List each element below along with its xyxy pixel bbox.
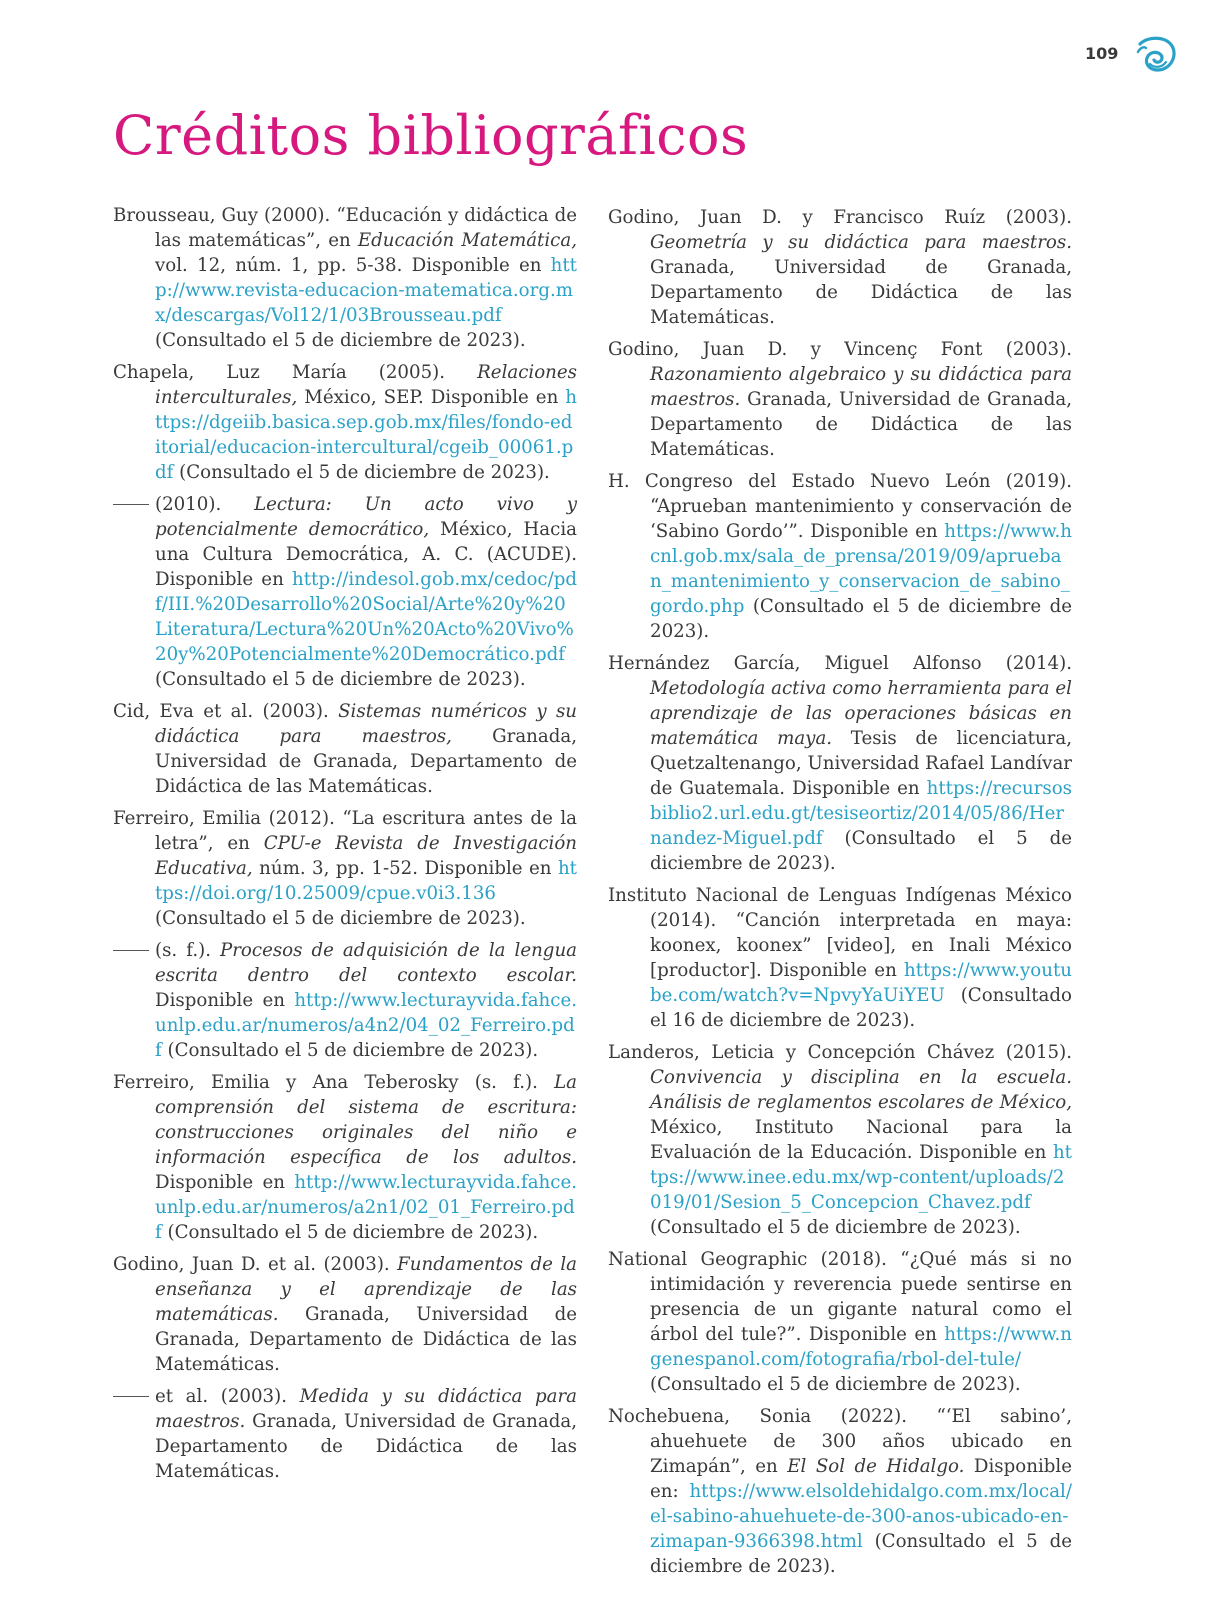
reference-link[interactable]: http://indesol.gob.mx/cedoc/pdf/III.%20Desarrollo%20Social/Arte%20y%20Literatura/Lectura%20Un%20Acto%20Vivo%20y%20Potencialmente%20Democrático.pdf — [155, 569, 577, 665]
reference-details: México, Hacia una Cultura Democrática, A. C. (ACUDE). Disponible en — [155, 519, 577, 590]
reference-title: Educación Matemática, — [357, 230, 577, 251]
reference-details: Granada, Universidad de Granada, Departamento de Didáctica de las Matemáticas. — [650, 389, 1072, 460]
reference-entry — [608, 1040, 1072, 1240]
reference-entry — [608, 337, 1072, 462]
reference-details: Disponible en: — [650, 1456, 1072, 1502]
reference-link[interactable]: http://www.lecturayvida.fahce.unlp.edu.ar/numeros/a2n1/02_01_Ferreiro.pdf — [155, 1172, 577, 1243]
reference-entry — [608, 1404, 1072, 1579]
reference-link[interactable]: http://www.lecturayvida.fahce.unlp.edu.ar/numeros/a4n2/04_02_Ferreiro.pdf — [155, 990, 577, 1061]
reference-body: “‘El sabino’, ahuehuete de 300 años ubicado en Zimapán”, en — [650, 1406, 1072, 1477]
reference-consulted: (Consultado el 5 de diciembre de 2023). — [155, 908, 526, 929]
reference-consulted: (Consultado el 5 de diciembre de 2023). — [650, 1217, 1021, 1238]
reference-details: núm. 3, pp. 1-52. Disponible en — [252, 858, 558, 879]
reference-entry — [113, 360, 577, 485]
reference-title: Lectura: Un acto vivo y potencialmente democrático, — [155, 494, 577, 540]
reference-consulted: (Consultado el 5 de diciembre de 2023). — [161, 1222, 539, 1243]
reference-consulted: (Consultado el 5 de diciembre de 2023). — [650, 1531, 1072, 1577]
reference-title: Medida y su didáctica para maestros. — [155, 1386, 577, 1432]
reference-entry — [608, 469, 1072, 644]
reference-consulted: (Consultado el 5 de diciembre de 2023). — [161, 1040, 539, 1061]
reference-consulted: (Consultado el 5 de diciembre de 2023). — [155, 330, 526, 351]
reference-body: “¿Qué más si no intimidación y reverencia puede sentirse en presencia de un gigante natural como el árbol del tule?”. Disponible en — [650, 1249, 1072, 1345]
reference-author: Instituto Nacional de Lenguas Indígenas México (2014). — [608, 885, 1072, 931]
reference-details: Granada, Universidad de Granada, Departamento de Didáctica de las Matemáticas. — [155, 1304, 577, 1375]
reference-link[interactable]: http://www.revista-educacion-matematica.org.mx/descargas/Vol12/1/03Brousseau.pdf — [155, 255, 577, 326]
reference-link[interactable]: https://www.hcnl.gob.mx/sala_de_prensa/2019/09/aprueban_mantenimiento_y_conservacion_de_sabino_gordo.php — [650, 521, 1072, 617]
repeat-author-dash — [113, 504, 149, 505]
reference-consulted: (Consultado el 5 de diciembre de 2023). — [173, 462, 550, 483]
reference-link[interactable]: https://www.youtube.com/watch?v=NpvyYaUiYEU — [650, 960, 1072, 1006]
reference-entry — [113, 1070, 577, 1245]
reference-title: Fundamentos de la enseñanza y el aprendizaje de las matemáticas. — [155, 1254, 577, 1325]
reference-entry — [608, 205, 1072, 330]
reference-consulted: (Consultado el 5 de diciembre de 2023). — [650, 828, 1072, 874]
reference-details: Disponible en — [155, 1172, 295, 1193]
reference-author: Chapela, Luz María (2005). — [113, 362, 478, 383]
spiral-wave-icon — [1136, 34, 1178, 76]
reference-author: Godino, Juan D. y Vincenç Font (2003). — [608, 339, 1072, 360]
reference-author: Ferreiro, Emilia (2012). — [113, 808, 343, 829]
reference-body: “La escritura antes de la letra”, en — [155, 808, 577, 854]
reference-body: “Canción interpretada en maya: koonex, koonex” [video], en Inali México [productor]. Disponible en — [650, 910, 1072, 981]
reference-consulted: (Consultado el 5 de diciembre de 2023). — [650, 1374, 1021, 1395]
reference-author: Godino, Juan D. y Francisco Ruíz (2003). — [608, 207, 1072, 228]
repeat-author-dash — [113, 1396, 149, 1397]
reference-link[interactable]: https://recursosbiblio2.url.edu.gt/tesiseortiz/2014/05/86/Hernandez-Miguel.pdf — [650, 778, 1072, 849]
reference-link[interactable]: https://www.elsoldehidalgo.com.mx/local/el-sabino-ahuehuete-de-300-anos-ubicado-en-zimapan-9366398.html — [650, 1481, 1072, 1552]
reference-author: Landeros, Leticia y Concepción Chávez (2015). — [608, 1042, 1072, 1063]
page-title: Créditos bibliográficos — [113, 104, 749, 167]
reference-entry — [113, 806, 577, 931]
reference-author: Nochebuena, Sonia (2022). — [608, 1406, 937, 1427]
reference-entry — [113, 1384, 577, 1484]
reference-author: Ferreiro, Emilia y Ana Teberosky (s. f.). — [113, 1072, 555, 1093]
reference-consulted: (Consultado el 16 de diciembre de 2023). — [650, 985, 1072, 1031]
reference-details: México, SEP. Disponible en — [297, 387, 566, 408]
reference-title: La comprensión del sistema de escritura: construcciones originales del niño e información específica de los adultos. — [155, 1072, 577, 1168]
reference-author: (s. f.). — [155, 940, 220, 961]
repeat-author-dash — [113, 950, 149, 951]
reference-details: Tesis de licenciatura, Quetzaltenango, Universidad Rafael Landívar de Guatemala. Disponible en — [650, 728, 1072, 799]
reference-title: Razonamiento algebraico y su didáctica para maestros. — [650, 364, 1072, 410]
reference-title: Sistemas numéricos y su didáctica para maestros, — [155, 701, 577, 747]
reference-author: Hernández García, Miguel Alfonso (2014). — [608, 653, 1072, 674]
reference-consulted: (Consultado el 5 de diciembre de 2023). — [155, 669, 526, 690]
reference-author: Brousseau, Guy (2000). — [113, 205, 337, 226]
reference-title: Procesos de adquisición de la lengua escrita dentro del contexto escolar. — [155, 940, 577, 986]
reference-title: Metodología activa como herramienta para el aprendizaje de las operaciones básicas en matemática maya. — [650, 678, 1072, 749]
reference-title: Relaciones interculturales, — [155, 362, 577, 408]
reference-entry — [608, 651, 1072, 876]
right-column — [608, 205, 1072, 1586]
reference-details: vol. 12, núm. 1, pp. 5-38. Disponible en — [155, 255, 551, 276]
reference-title: Geometría y su didáctica para maestros. — [650, 232, 1072, 253]
reference-author: et al. (2003). — [155, 1386, 300, 1407]
reference-link[interactable]: https://www.ngenespanol.com/fotografia/rbol-del-tule/ — [650, 1324, 1072, 1370]
reference-entry — [113, 938, 577, 1063]
reference-title: CPU-e Revista de Investigación Educativa, — [155, 833, 578, 879]
reference-author: (2010). — [155, 494, 255, 515]
reference-author: National Geographic (2018). — [608, 1249, 901, 1270]
reference-entry — [113, 492, 577, 692]
reference-link[interactable]: https://doi.org/10.25009/cpue.v0i3.136 — [155, 858, 577, 904]
reference-title: Convivencia y disciplina en la escuela. Análisis de reglamentos escolares de México, — [650, 1067, 1072, 1113]
reference-link[interactable]: https://www.inee.edu.mx/wp-content/uploads/2019/01/Sesion_5_Concepcion_Chavez.pdf — [650, 1142, 1072, 1213]
reference-details: Granada, Universidad de Granada, Departamento de Didáctica de las Matemáticas. — [155, 1411, 577, 1482]
page-number: 109 — [1085, 44, 1119, 63]
reference-entry — [608, 1247, 1072, 1397]
left-column — [113, 203, 577, 1491]
reference-entry — [113, 699, 577, 799]
reference-entry — [113, 1252, 577, 1377]
reference-consulted: (Consultado el 5 de diciembre de 2023). — [650, 596, 1072, 642]
reference-entry — [113, 203, 577, 353]
reference-link[interactable]: https://dgeiib.basica.sep.gob.mx/files/fondo-editorial/educacion-intercultural/cgeib_00061.pdf — [155, 387, 577, 483]
reference-author: Cid, Eva et al. (2003). — [113, 701, 339, 722]
reference-author: H. Congreso del Estado Nuevo León (2019). — [608, 471, 1072, 492]
reference-body: “Aprueban mantenimiento y conservación de ‘Sabino Gordo’”. Disponible en — [650, 496, 1072, 542]
reference-entry — [608, 883, 1072, 1033]
reference-details: Disponible en — [155, 990, 295, 1011]
reference-details: Granada, Universidad de Granada, Departamento de Didáctica de las Matemáticas. — [155, 726, 577, 797]
reference-details: México, Instituto Nacional para la Evaluación de la Educación. Disponible en — [650, 1117, 1072, 1163]
reference-body: “Educación y didáctica de las matemáticas”, en — [155, 205, 577, 251]
reference-details: Granada, Universidad de Granada, Departamento de Didáctica de las Matemáticas. — [650, 257, 1072, 328]
reference-author: Godino, Juan D. et al. (2003). — [113, 1254, 398, 1275]
reference-title: El Sol de Hidalgo. — [787, 1456, 965, 1477]
